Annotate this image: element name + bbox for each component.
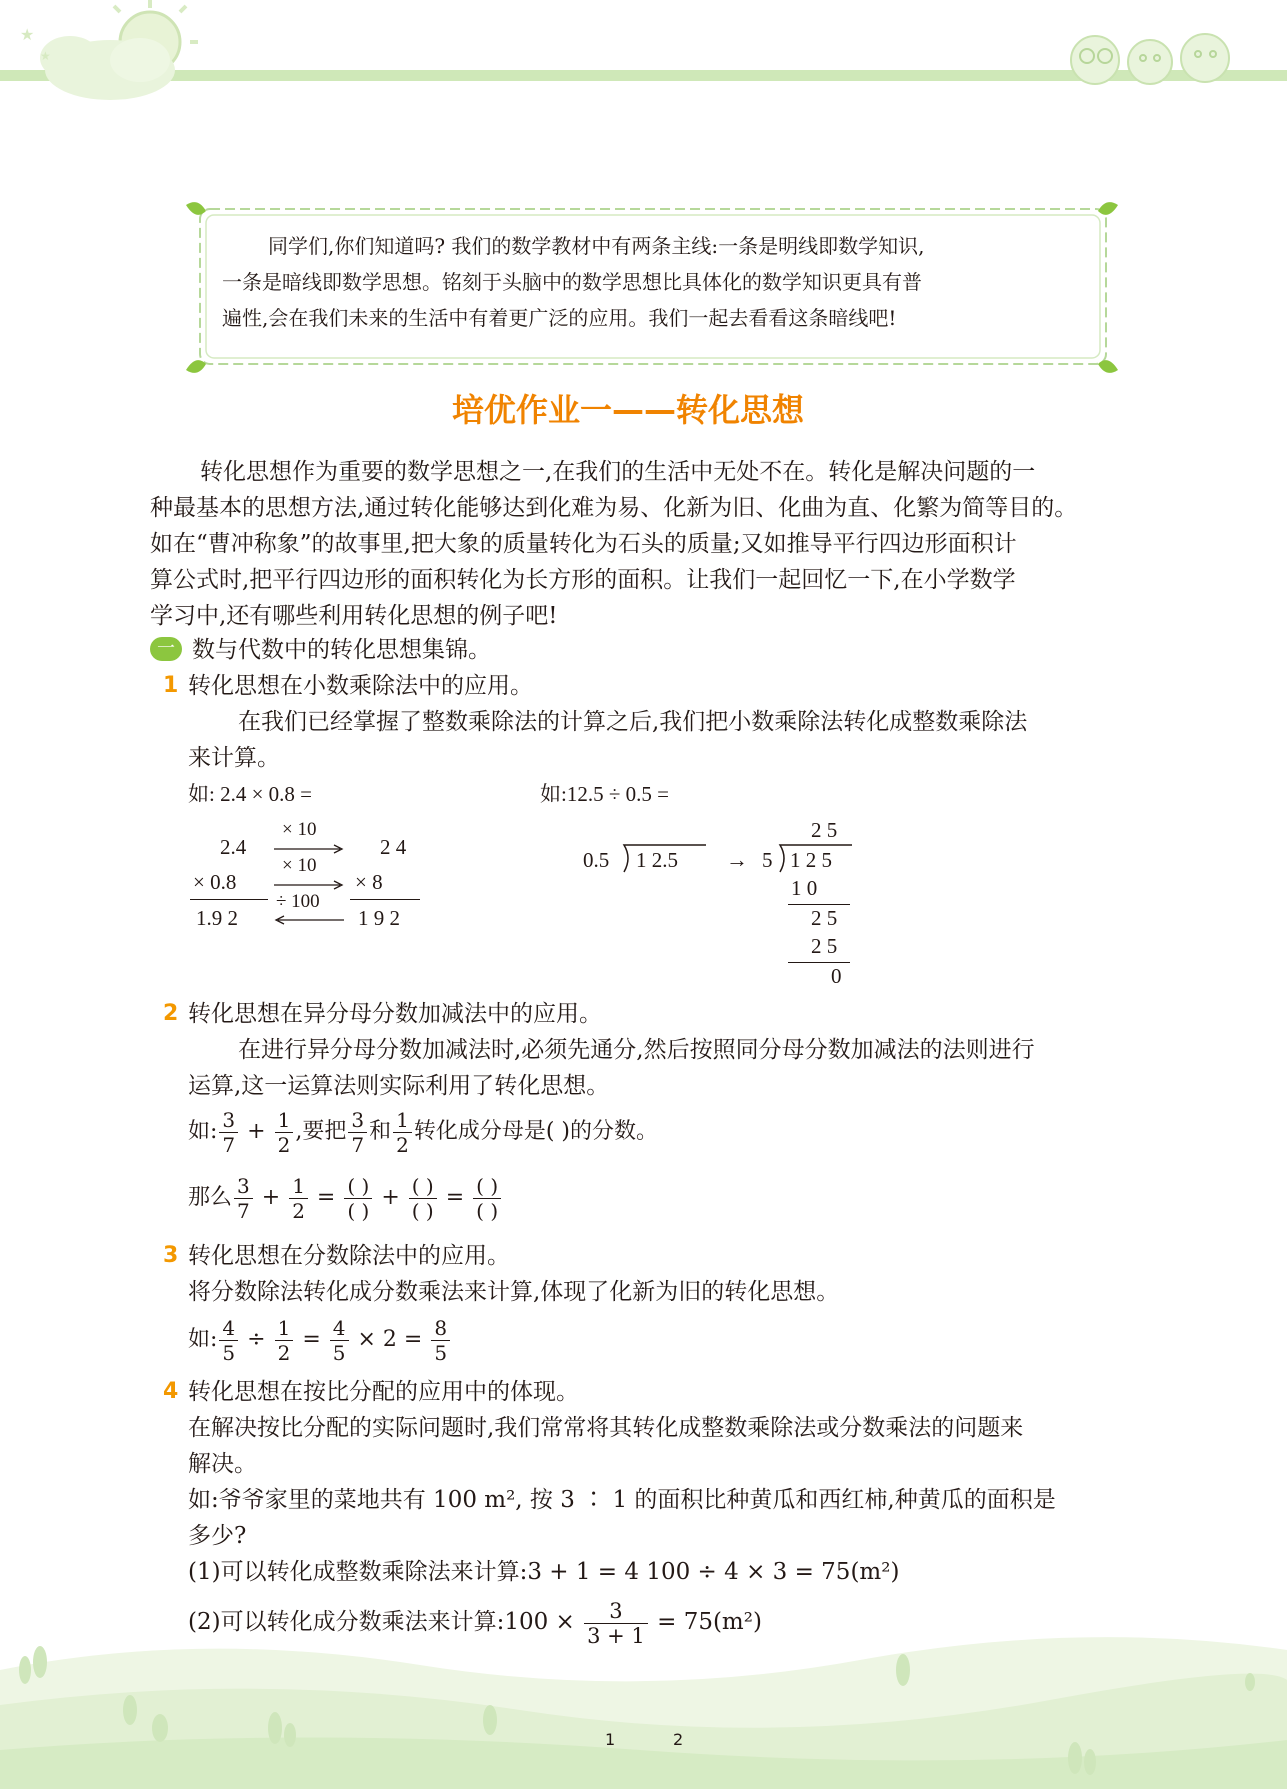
svg-text:★: ★ [40, 49, 51, 63]
div-step-3: 2 5 [811, 934, 838, 958]
numerator: 1 [275, 1108, 294, 1133]
section-badge [150, 637, 182, 661]
svg-text:★: ★ [20, 25, 35, 44]
plus-sign: + [261, 1185, 281, 1210]
s2-ex-mid: ,要把 [295, 1119, 347, 1144]
s2-title: 转化思想在异分母分数加减法中的应用。 [188, 1001, 602, 1027]
fraction-1-2 [275, 1108, 294, 1157]
sun-cloud-decoration [0, 0, 240, 110]
s4-title: 转化思想在按比分配的应用中的体现。 [188, 1379, 579, 1405]
denominator: 5 [222, 1340, 236, 1365]
equals-sign: = [316, 1185, 336, 1210]
section-badge-label: 一 [157, 638, 175, 659]
para-line-5: 学习中,还有哪些利用转化思想的例子吧! [150, 603, 558, 629]
denominator: 7 [351, 1132, 365, 1157]
page-number-right: 2 [673, 1730, 684, 1749]
s1-desc-1: 在我们已经掌握了整数乘除法的计算之后,我们把小数乘除法转化成整数乘除法 [238, 709, 1028, 735]
blank-fraction [473, 1174, 501, 1223]
fraction-4-5 [330, 1316, 349, 1365]
s2-ex-and: 和 [369, 1119, 392, 1144]
s2-ex-end: 转化成分母是( )的分数。 [413, 1119, 658, 1144]
mul-result: 1.9 2 [196, 906, 238, 930]
s1-example-2: 如:12.5 ÷ 0.5 = [540, 782, 669, 806]
fraction-4-5 [219, 1316, 238, 1365]
s4-desc-2: 解决。 [188, 1451, 257, 1477]
denominator: 3 + 1 [587, 1623, 645, 1648]
numerator: 8 [431, 1316, 450, 1341]
denominator: 2 [277, 1340, 291, 1365]
denominator: 2 [277, 1132, 291, 1157]
equals-sign: = [445, 1185, 465, 1210]
div-dividend: 1 2 5 [790, 848, 832, 872]
mul-b: × 0.8 [193, 870, 237, 894]
s3-example [188, 1312, 452, 1368]
intro-line-1: 同学们,你们知道吗? 我们的数学教材中有两条主线:一条是明线即数学知识, [268, 234, 925, 258]
hills-decoration [0, 1610, 1287, 1789]
mul-a: 2.4 [220, 835, 247, 859]
para-line-3: 如在“曹冲称象”的故事里,把大象的质量转化为石头的质量;又如推导平行四边形面积计 [150, 531, 1017, 557]
para-line-4: 算公式时,把平行四边形的面积转化为长方形的面积。让我们一起回忆一下,在小学数学 [150, 567, 1016, 593]
plus-sign: + [247, 1119, 266, 1144]
numerator: 1 [393, 1108, 412, 1133]
item-number-4: 4 [163, 1379, 179, 1404]
s1-example-1: 如: 2.4 × 0.8 = [188, 782, 313, 806]
numerator: 3 [584, 1599, 648, 1624]
s4-method-2-suffix: = 75(m²) [657, 1609, 762, 1635]
intro-line-3: 遍性,会在我们未来的生活中有着更广泛的应用。我们一起去看看这条暗线吧! [222, 306, 897, 330]
numerator: 3 [348, 1108, 367, 1133]
numerator: 3 [234, 1174, 253, 1199]
mul-b2: × 8 [355, 870, 383, 894]
fraction-1-2 [393, 1108, 412, 1157]
s4-method-1: (1)可以转化成整数乘除法来计算:3 + 1 = 4 100 ÷ 4 × 3 = 75(m²) [188, 1559, 900, 1585]
divide-sign: ÷ [247, 1327, 266, 1352]
fraction-1-2 [289, 1174, 308, 1223]
s2-then-prefix: 那么 [188, 1185, 233, 1210]
plus-sign: + [381, 1185, 400, 1210]
fraction-3-7 [348, 1108, 367, 1157]
div-step-2: 2 5 [811, 906, 838, 930]
item-number-2: 2 [163, 1001, 179, 1026]
blank-denominator: ( ) [411, 1198, 434, 1223]
page-title: 培优作业一——转化思想 [452, 391, 805, 429]
div-left-divisor: 0.5 [583, 848, 610, 872]
s1-title: 转化思想在小数乘除法中的应用。 [188, 673, 533, 699]
div-remainder: 0 [831, 964, 842, 988]
conversion-arrows [270, 830, 350, 925]
animal-decoration [1055, 20, 1255, 90]
s3-desc-1: 将分数除法转化成分数乘法来计算,体现了化新为旧的转化思想。 [188, 1279, 840, 1305]
blank-fraction [409, 1174, 437, 1223]
div-arrow: → [726, 847, 748, 872]
fraction-3-7 [234, 1174, 253, 1223]
s1-desc-2: 来计算。 [188, 745, 280, 771]
s3-ex-prefix: 如: [188, 1327, 218, 1352]
s2-desc-2: 运算,这一运算法则实际利用了转化思想。 [188, 1073, 610, 1099]
item-number-1: 1 [163, 673, 179, 698]
s3-title: 转化思想在分数除法中的应用。 [188, 1243, 510, 1269]
numerator: 3 [219, 1108, 238, 1133]
mul-a2: 2 4 [380, 835, 407, 859]
s4-question-1: 如:爷爷家里的菜地共有 100 m², 按 3 ∶ 1 的面积比种黄瓜和西红柿,种黄瓜的面积是 [188, 1487, 1056, 1513]
para-line-2: 种最基本的思想方法,通过转化能够达到化难为易、化新为旧、化曲为直、化繁为简等目的。 [150, 495, 1078, 521]
denominator: 7 [222, 1132, 236, 1157]
page-number-left: 1 [605, 1730, 616, 1749]
div-step-1: 1 0 [791, 876, 818, 900]
denominator: 2 [292, 1198, 305, 1223]
item-number-3: 3 [163, 1243, 179, 1268]
equals-sign: = [302, 1327, 321, 1352]
fraction-8-5 [431, 1316, 450, 1365]
numerator: 1 [289, 1174, 308, 1199]
numerator: 4 [330, 1316, 349, 1341]
denominator: 7 [237, 1198, 250, 1223]
intro-line-2: 一条是暗线即数学思想。铭刻于头脑中的数学思想比具体化的数学知识更具有普 [222, 270, 922, 294]
blank-numerator: ( ) [473, 1174, 501, 1199]
denominator: 5 [434, 1340, 448, 1365]
numerator: 4 [219, 1316, 238, 1341]
times-two: × 2 = [357, 1327, 423, 1352]
s4-desc-1: 在解决按比分配的实际问题时,我们常常将其转化成整数乘除法或分数乘法的问题来 [188, 1415, 1024, 1441]
denominator: 2 [396, 1132, 409, 1157]
blank-numerator: ( ) [409, 1174, 437, 1199]
blank-denominator: ( ) [476, 1198, 499, 1223]
blank-numerator: ( ) [344, 1174, 372, 1199]
para-line-1: 转化思想作为重要的数学思想之一,在我们的生活中无处不在。转化是解决问题的一 [200, 459, 1036, 485]
section-title: 数与代数中的转化思想集锦。 [192, 637, 491, 663]
numerator: 1 [275, 1316, 294, 1341]
arrow-label-2: × 10 [282, 855, 317, 876]
s2-then [188, 1170, 503, 1226]
s2-desc-1: 在进行异分母分数加减法时,必须先通分,然后按照同分母分数加减法的法则进行 [238, 1037, 1035, 1063]
s4-method-2-prefix: (2)可以转化成分数乘法来计算:100 × [188, 1609, 575, 1635]
mul-result-2: 1 9 2 [358, 906, 400, 930]
fraction-1-2 [275, 1316, 294, 1365]
s2-example [188, 1106, 658, 1158]
blank-denominator: ( ) [347, 1198, 370, 1223]
s2-ex-prefix: 如: [188, 1119, 218, 1144]
div-quotient: 2 5 [811, 818, 838, 842]
arrow-label-1: × 10 [282, 819, 317, 840]
denominator: 5 [332, 1340, 346, 1365]
div-left-dividend: 1 2.5 [636, 848, 678, 872]
blank-fraction [344, 1174, 372, 1223]
arrow-label-3: ÷ 100 [276, 891, 320, 912]
s4-question-2: 多少? [188, 1523, 247, 1549]
fraction-3-7 [219, 1108, 238, 1157]
div-divisor: 5 [762, 848, 773, 872]
